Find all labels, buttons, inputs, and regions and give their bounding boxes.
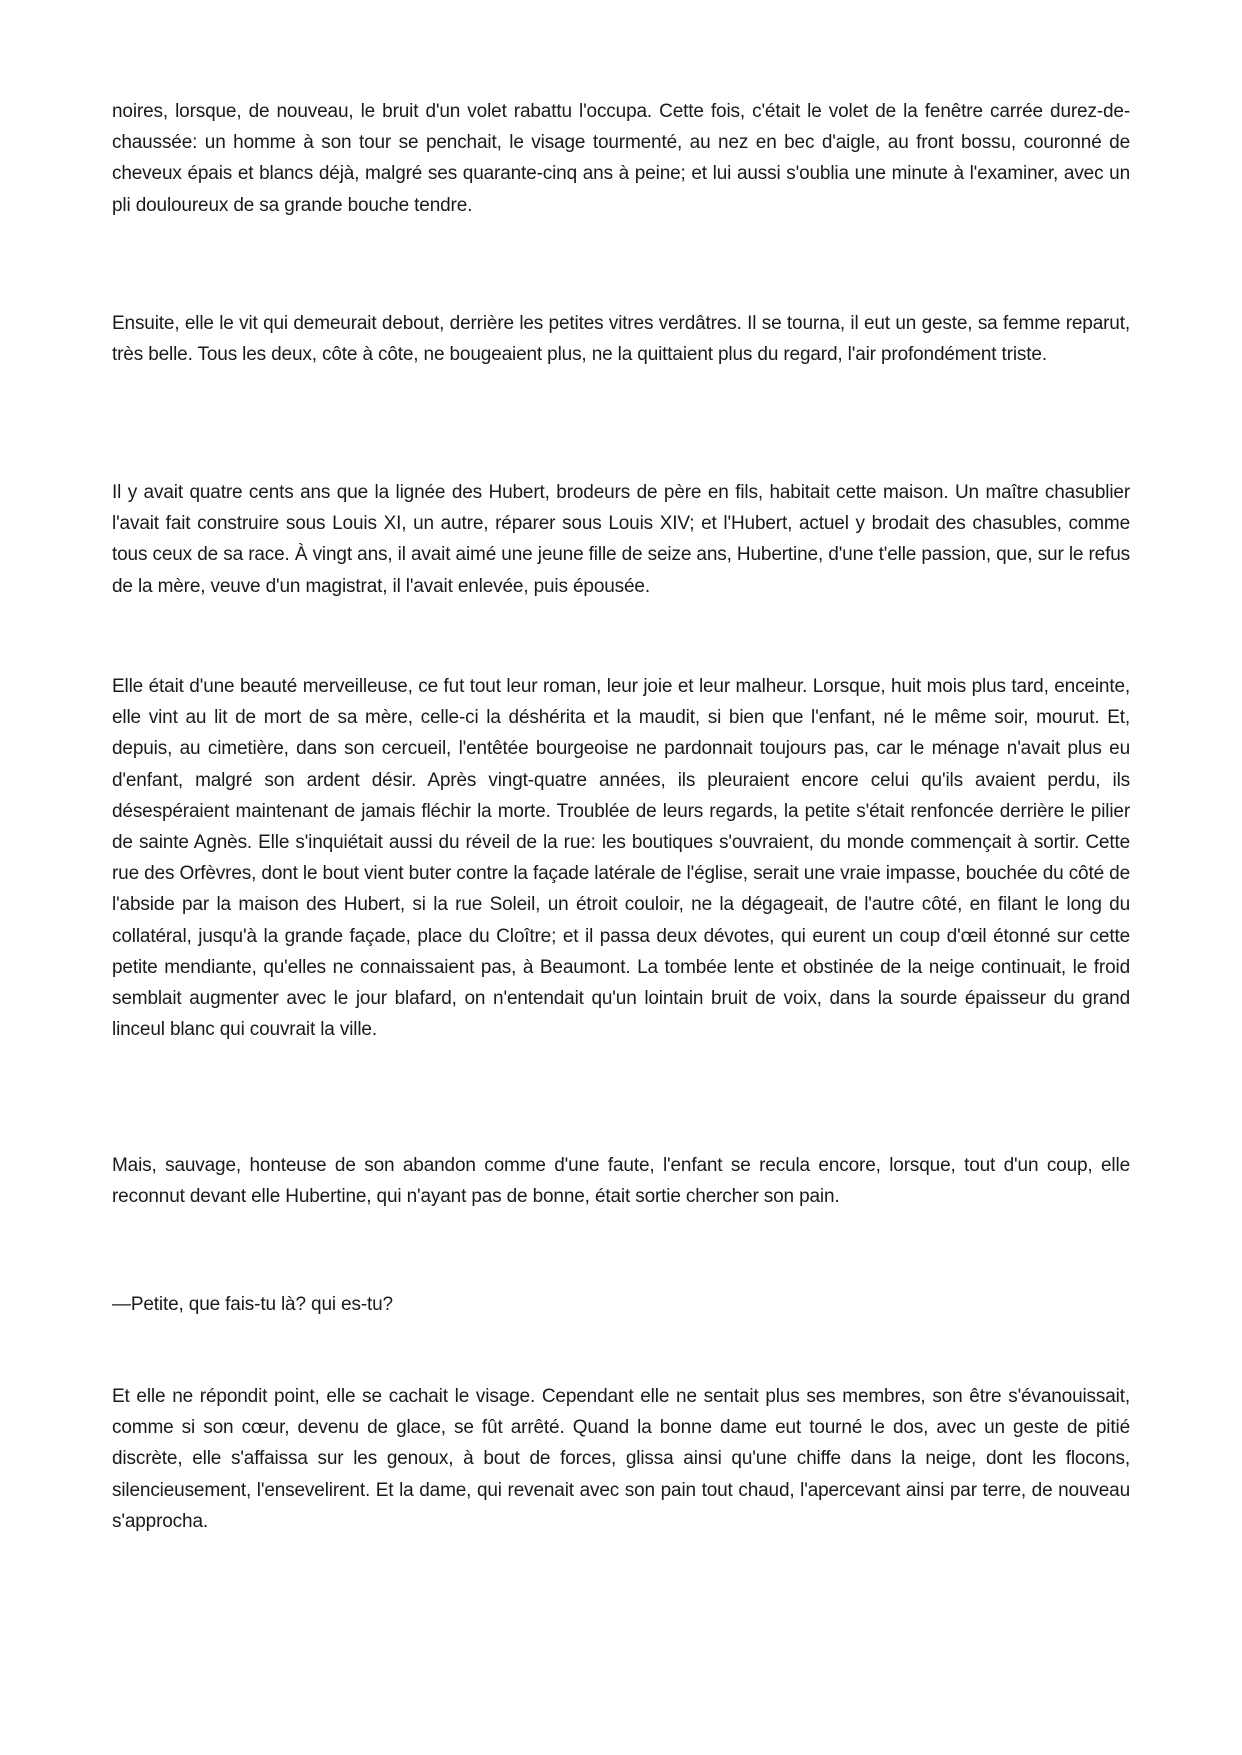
paragraph-2: Ensuite, elle le vit qui demeurait debout, derrière les petites vitres verdâtres. Il se tourna, il eut un geste, sa femme reparut, très belle. Tous les deux, côte à côte, ne bougeaient plus, ne la quittaient plus du regard, l'air profondément triste. xyxy=(112,313,1130,366)
paragraph-3: Il y avait quatre cents ans que la lignée des Hubert, brodeurs de père en fils, habitait cette maison. Un maître chasublier l'avait fait construire sous Louis XI, un autre, réparer sous Louis XIV; et l'Hubert, actuel y brodait des chasubles, comme tous ceux de sa race. À vingt ans, il avait aimé une jeune fille de seize ans, Hubertine, d'une t'elle passion, que, sur le refus de la mère, veuve d'un magistrat, il l'avait enlevée, puis épousée. xyxy=(112,482,1130,597)
dialogue-line: —Petite, que fais-tu là? qui es-tu? xyxy=(112,1294,393,1315)
paragraph-6: Et elle ne répondit point, elle se cachait le visage. Cependant elle ne sentait plus ses membres, son être s'évanouissait, comme si son cœur, devenu de glace, se fût arrêté. Quand la bonne dame eut tourné le dos, avec un geste de pitié discrète, elle s'affaissa sur les genoux, à bout de forces, glissa ainsi qu'une chiffe dans la neige, dont les flocons, silencieusement, l'ensevelirent. Et la dame, qui revenait avec son pain tout chaud, l'apercevant ainsi par terre, de nouveau s'approcha. xyxy=(112,1386,1130,1532)
paragraph-1: noires, lorsque, de nouveau, le bruit d'un volet rabattu l'occupa. Cette fois, c'était le volet de la fenêtre carrée durez-de-chaussée: un homme à son tour se penchait, le visage tourmenté, au nez en bec d'aigle, au front bossu, couronné de cheveux épais et blancs déjà, malgré ses quarante-cinq ans à peine; et lui aussi s'oublia une minute à l'examiner, avec un pli douloureux de sa grande bouche tendre. xyxy=(112,101,1130,216)
paragraph-4: Elle était d'une beauté merveilleuse, ce fut tout leur roman, leur joie et leur malheur. Lorsque, huit mois plus tard, enceinte, elle vint au lit de mort de sa mère, celle-ci la déshérita et la maudit, si bien que l'enfant, né le même soir, mourut. Et, depuis, au cimetière, dans son cercueil, l'entêtée bourgeoise ne pardonnait toujours pas, car le ménage n'avait plus eu d'enfant, malgré son ardent désir. Après vingt-quatre années, ils pleuraient encore celui qu'ils avaient perdu, ils désespéraient maintenant de jamais fléchir la morte. Troublée de leurs regards, la petite s'était renfoncée derrière le pilier de sainte Agnès. Elle s'inquiétait aussi du réveil de la rue: les boutiques s'ouvraient, du monde commençait à sortir. Cette rue des Orfèvres, dont le bout vient buter contre la façade latérale de l'église, serait une vraie impasse, bouchée du côté de l'abside par la maison des Hubert, si la rue Soleil, un étroit couloir, ne la dégageait, de l'autre côté, en filant le long du collatéral, jusqu'à la grande façade, place du Cloître; et il passa deux dévotes, qui eurent un coup d'œil étonné sur cette petite mendiante, qu'elles ne connaissaient pas, à Beaumont. La tombée lente et obstinée de la neige continuait, le froid semblait augmenter avec le jour blafard, on n'entendait qu'un lointain bruit de voix, dans la sourde épaisseur du grand linceul blanc qui couvrait la ville. xyxy=(112,676,1130,1041)
paragraph-5: Mais, sauvage, honteuse de son abandon comme d'une faute, l'enfant se recula encore, lorsque, tout d'un coup, elle reconnut devant elle Hubertine, qui n'ayant pas de bonne, était sortie chercher son pain. xyxy=(112,1155,1130,1208)
